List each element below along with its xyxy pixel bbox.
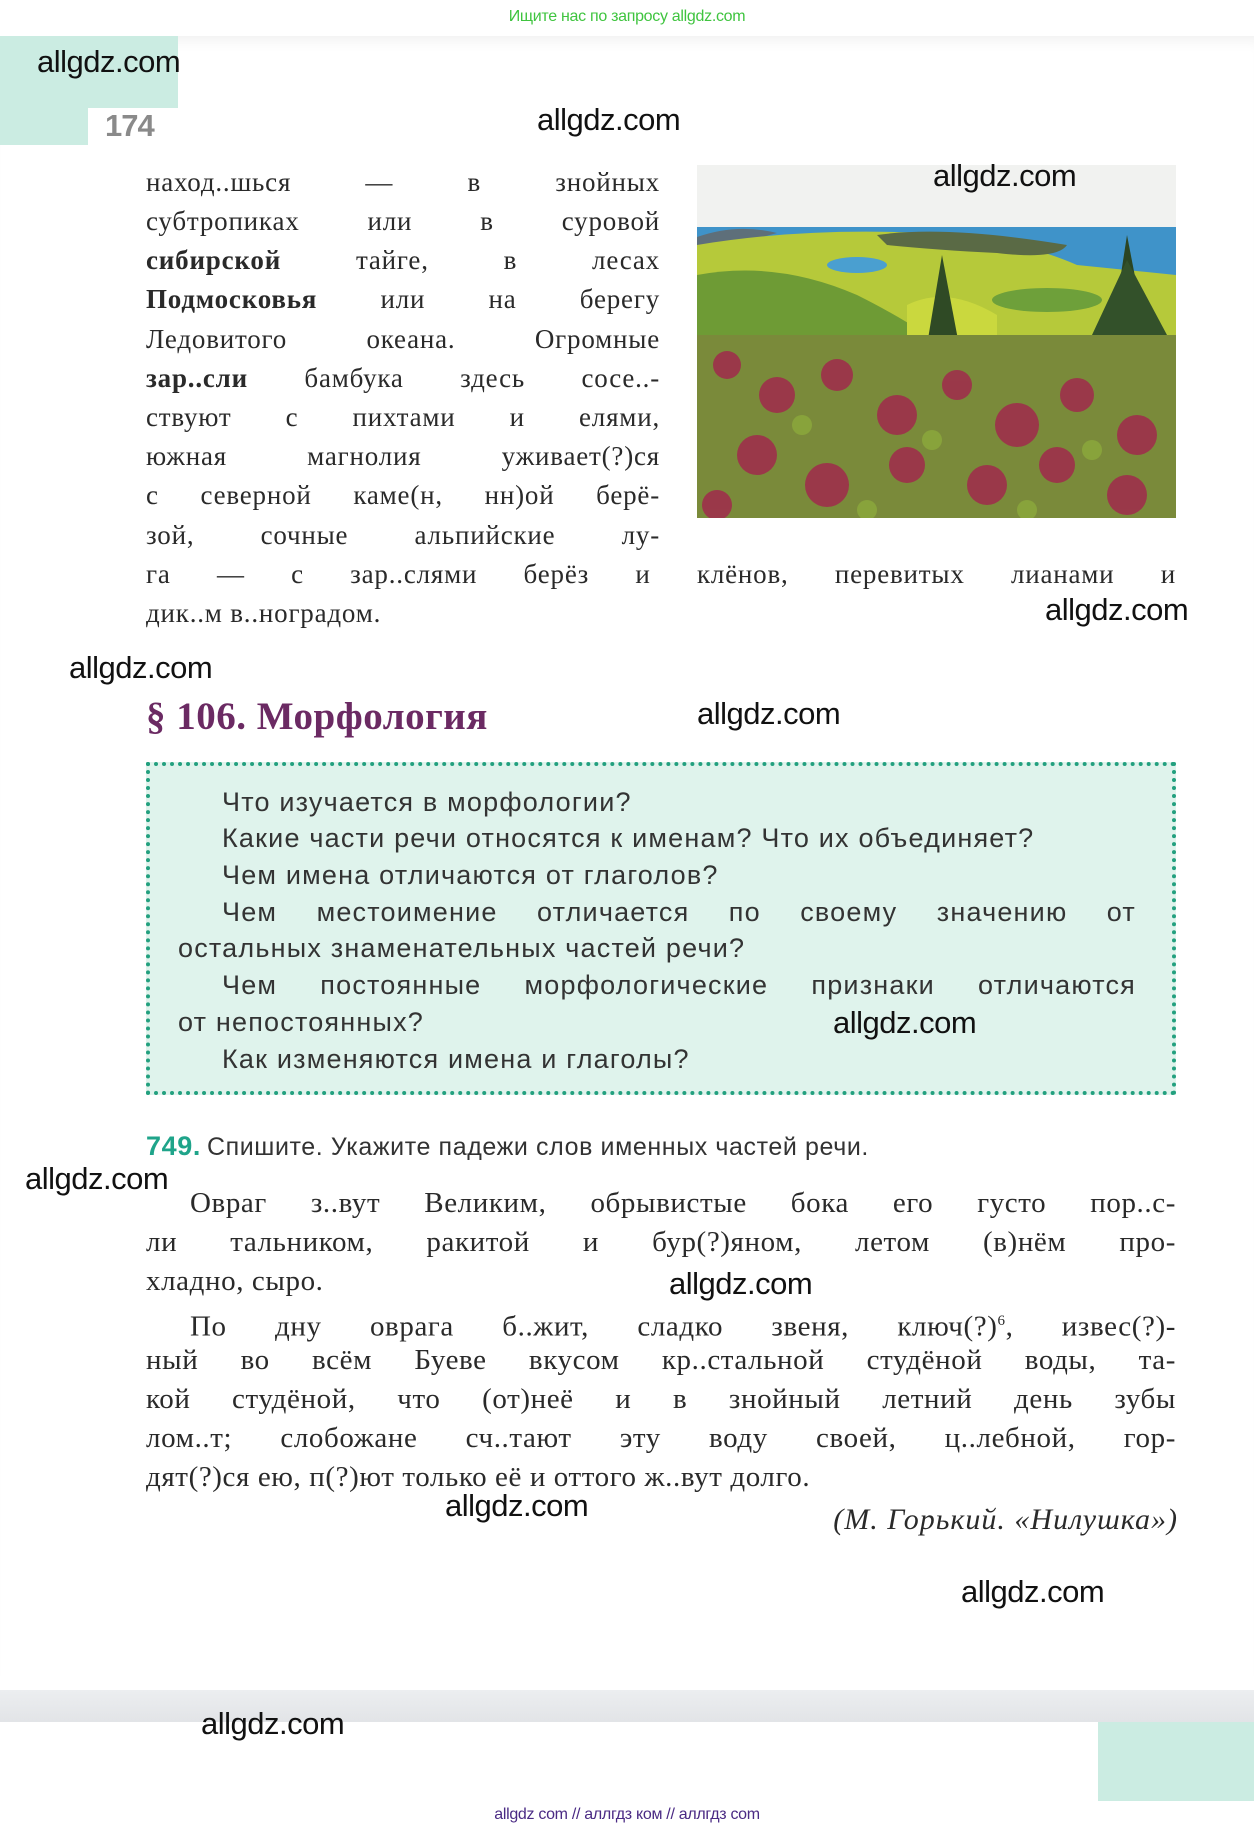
exercise-number: 749.	[146, 1131, 201, 1161]
text: тайге, в лесах	[281, 245, 660, 275]
exercise-line: ный во всём Буеве вкусом кр..стальной студёной воды, та-	[146, 1344, 1176, 1376]
question-line: Чем постоянные морфологические признаки отличаются	[222, 970, 1136, 1000]
paragraph-line	[146, 241, 660, 281]
watermark: allgdz.com	[1045, 592, 1189, 627]
next-page-corner-block	[1098, 1722, 1254, 1801]
text: или на берегу	[317, 284, 660, 314]
footer-links[interactable]: allgdz com // аллгдз ком // аллгдз com	[494, 1806, 760, 1823]
paragraph-line	[146, 359, 660, 399]
exercise-line: дят(?)ся ею, п(?)ют только её и оттого ж..вут долго.	[146, 1461, 811, 1493]
text: По дну оврага б..жит, сладко звеня, ключ(?)	[190, 1310, 998, 1343]
text: бамбука здесь сосе..-	[247, 363, 660, 393]
footnote-marker: 6	[997, 1313, 1006, 1329]
page-number: 174	[105, 108, 154, 143]
watermark: allgdz.com	[537, 102, 681, 137]
paragraph-line: с северной каме(н, нн)ой берё-	[146, 480, 660, 510]
question-line: от непостоянных?	[178, 1007, 424, 1037]
section-title: § 106. Морфология	[146, 695, 488, 738]
paragraph-line: южная магнолия уживает(?)ся	[146, 441, 660, 471]
watermark: allgdz.com	[697, 696, 841, 731]
bold-term: зар..сли	[146, 363, 248, 393]
watermark: allgdz.com	[445, 1488, 589, 1523]
paragraph-line: зой, сочные альпийские лу-	[146, 520, 660, 550]
citation: (М. Горький. «Нилушка»)	[833, 1503, 1178, 1536]
watermark: allgdz.com	[69, 650, 213, 685]
question-line: Чем имена отличаются от глаголов?	[222, 860, 719, 890]
watermark: allgdz.com	[37, 44, 181, 79]
question-line: Что изучается в морфологии?	[222, 787, 632, 817]
text: , извес(?)-	[1005, 1310, 1176, 1343]
paragraph-line: га — с зар..слями берёз и клёнов, перевитых лианами и	[146, 559, 1176, 589]
paragraph-line: ствуют с пихтами и елями,	[146, 402, 660, 432]
page-separator	[0, 1690, 1254, 1722]
exercise-header	[146, 1131, 869, 1162]
watermark: allgdz.com	[669, 1266, 813, 1301]
landscape-photo	[697, 165, 1176, 518]
landscape-illustration-icon	[697, 165, 1176, 518]
exercise-instruction: Спишите. Укажите падежи слов именных частей речи.	[206, 1133, 869, 1161]
paragraph-line: дик..м в..ноградом.	[146, 598, 382, 628]
question-line: Какие части речи относятся к именам? Что их объединяет?	[222, 823, 1035, 853]
exercise-line: хладно, сыро.	[146, 1265, 324, 1297]
paragraph-line	[146, 280, 660, 320]
paragraph-line: субтропиках или в суровой	[146, 206, 660, 236]
exercise-line	[190, 1302, 1176, 1347]
bold-term: сибирской	[146, 245, 282, 275]
paragraph-line: наход..шься — в знойных	[146, 167, 660, 197]
exercise-line: лом..т; слобожане сч..тают эту воду своей, ц..лебной, гор-	[146, 1422, 1176, 1454]
watermark: allgdz.com	[25, 1161, 169, 1196]
exercise-line: Овраг з..вут Великим, обрывистые бока его густо пор..с-	[190, 1187, 1176, 1219]
watermark: allgdz.com	[833, 1005, 977, 1040]
watermark: allgdz.com	[961, 1574, 1105, 1609]
bold-term: Подмосковья	[146, 284, 318, 314]
watermark: allgdz.com	[933, 158, 1077, 193]
paragraph-line: Ледовитого океана. Огромные	[146, 324, 660, 354]
question-line: остальных знаменательных частей речи?	[178, 933, 746, 963]
question-line: Чем местоимение отличается по своему значению от	[222, 897, 1136, 927]
question-line: Как изменяются имена и глаголы?	[222, 1044, 690, 1074]
watermark: allgdz.com	[201, 1706, 345, 1741]
exercise-line: ли тальником, ракитой и бур(?)яном, летом (в)нём про-	[146, 1226, 1176, 1258]
top-banner: Ищите нас по запросу allgdz.com	[0, 0, 1254, 36]
exercise-line: кой студёной, что (от)неё и в знойный летний день зубы	[146, 1383, 1176, 1415]
